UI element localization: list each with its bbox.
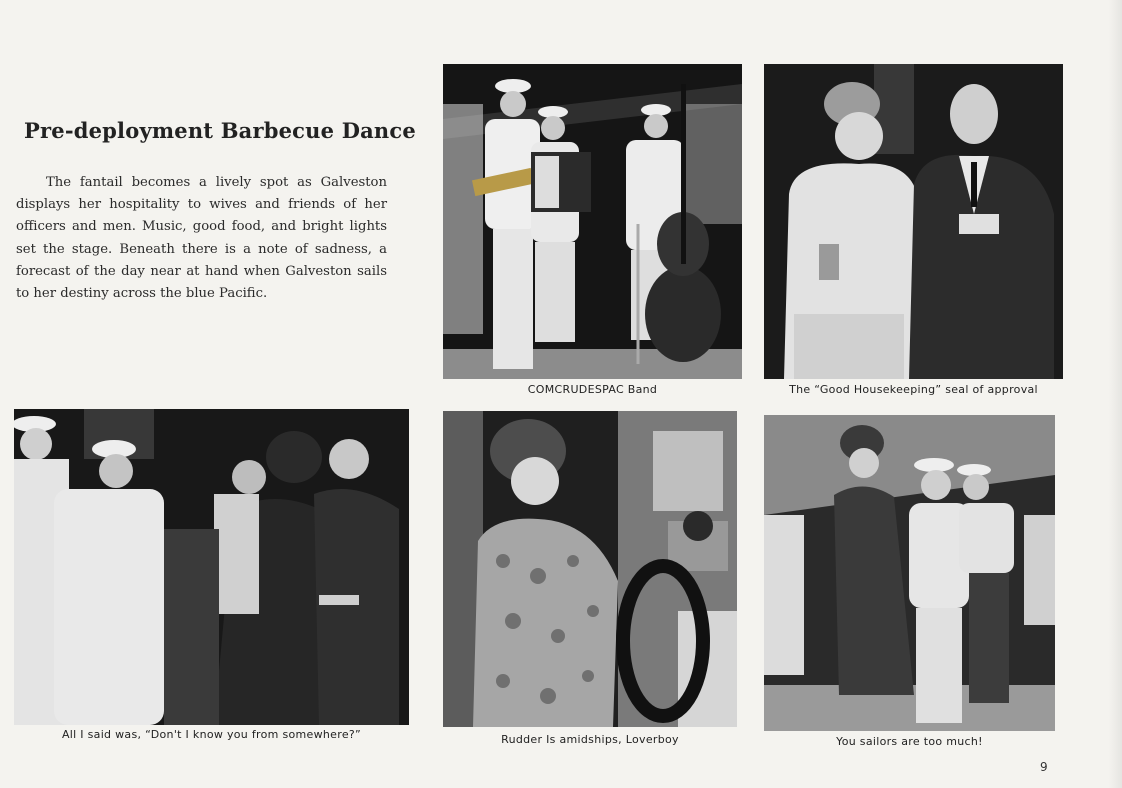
caption-band: COMCRUDESPAC Band xyxy=(527,383,658,396)
caption-sailors-dancing: You sailors are too much! xyxy=(836,735,983,748)
intro-paragraph: The fantail becomes a lively spot as Galveston displays her hospitality to wives and friends of her officers and men. Music, good food, and bright lights set the stage. Beneath there is a note of sadness, a forecast of the day near at hand when Galveston sails to her destiny across the blue Pacific. xyxy=(16,175,387,302)
page-number: 9 xyxy=(1040,760,1048,774)
caption-dance-crowd: All I said was, “Don't I know you from somewhere?” xyxy=(61,728,362,741)
photo-rudder xyxy=(443,411,737,727)
page-edge-shadow xyxy=(1108,0,1122,788)
photo-dance-crowd xyxy=(14,409,409,725)
page-title: Pre-deployment Barbecue Dance xyxy=(24,118,416,143)
photo-good-housekeeping xyxy=(764,64,1063,379)
caption-rudder: Rudder Is amidships, Loverboy xyxy=(501,733,679,746)
photo-sailors-dancing xyxy=(764,415,1055,731)
caption-good-housekeeping: The “Good Housekeeping” seal of approval xyxy=(789,383,1038,396)
photo-band xyxy=(443,64,742,379)
